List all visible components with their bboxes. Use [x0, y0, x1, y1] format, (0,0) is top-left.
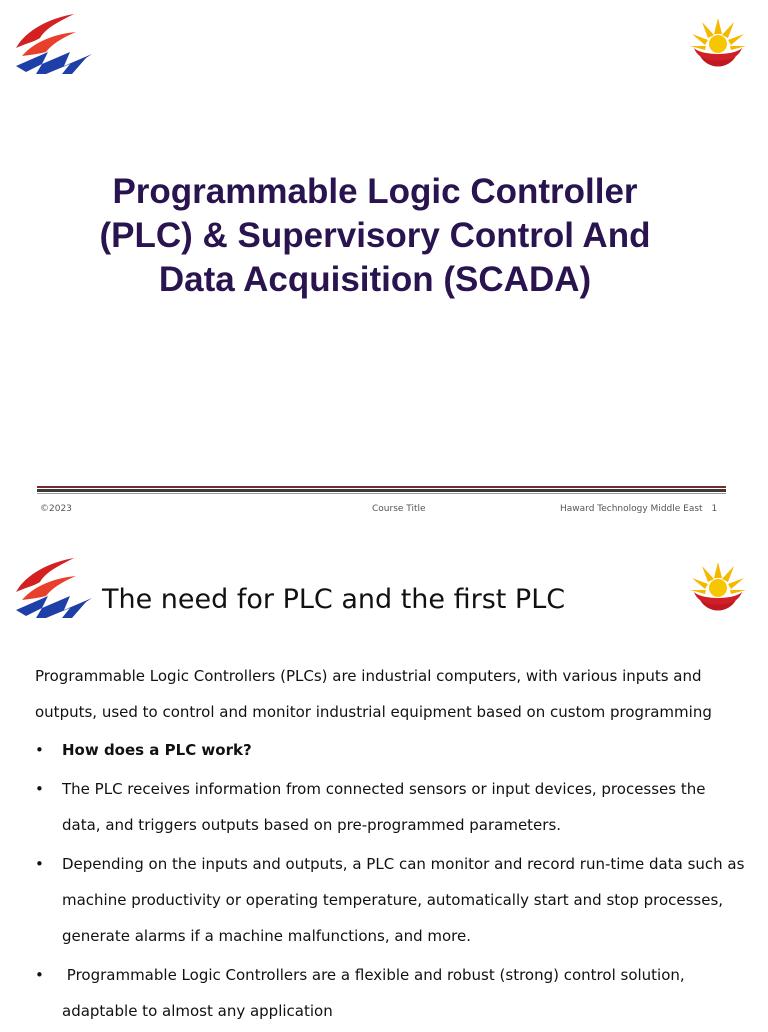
footer-page-number: 1: [711, 504, 718, 514]
footer-divider: [37, 486, 726, 495]
content-slide: [0, 540, 768, 1024]
bullet-item: [35, 957, 747, 1029]
bullet-icon: •: [35, 780, 44, 798]
footer-company: [560, 504, 717, 514]
bullet-item: [35, 846, 747, 954]
footer-company-name: Haward Technology Middle East: [560, 504, 703, 514]
footer-copyright: ©2023: [40, 504, 72, 514]
bullet-icon: •: [35, 966, 44, 984]
title-line: Data Acquisition (SCADA): [158, 260, 592, 299]
slide-heading: The need for PLC and the first PLC: [102, 584, 566, 615]
footer-course-title: Course Title: [372, 504, 426, 514]
title-line: (PLC) & Supervisory Control And: [99, 216, 651, 255]
bullet-item: [35, 771, 747, 843]
bullet-icon: •: [35, 855, 44, 873]
slide-body: [35, 658, 747, 1032]
slide-title: [60, 170, 690, 302]
bullet-text: How does a PLC work?: [62, 741, 252, 759]
intro-paragraph: Programmable Logic Controllers (PLCs) are industrial computers, with various inputs and outputs, used to control and monitor industrial equipment based on custom programming: [35, 667, 712, 721]
bullet-icon: •: [35, 741, 44, 759]
haward-h-logo-icon: [12, 556, 94, 622]
bullet-item: [35, 732, 747, 768]
bullet-text: The PLC receives information from connected sensors or input devices, processes the data, and triggers outputs based on pre-programmed parameters.: [62, 780, 706, 834]
sunflower-logo-icon: [690, 16, 746, 70]
bullet-text: Programmable Logic Controllers are a flexible and robust (strong) control solution, adaptable to almost any application: [62, 966, 690, 1020]
title-line: Programmable Logic Controller: [112, 172, 638, 211]
haward-h-logo-icon: [12, 12, 94, 78]
bullet-list: [35, 732, 747, 1029]
sunflower-logo-icon: [690, 560, 746, 614]
bullet-text: Depending on the inputs and outputs, a PLC can monitor and record run-time data such as machine productivity or operating temperature, automatically start and stop processes, generate alarms if a machine malfunctions, and more.: [62, 855, 745, 945]
